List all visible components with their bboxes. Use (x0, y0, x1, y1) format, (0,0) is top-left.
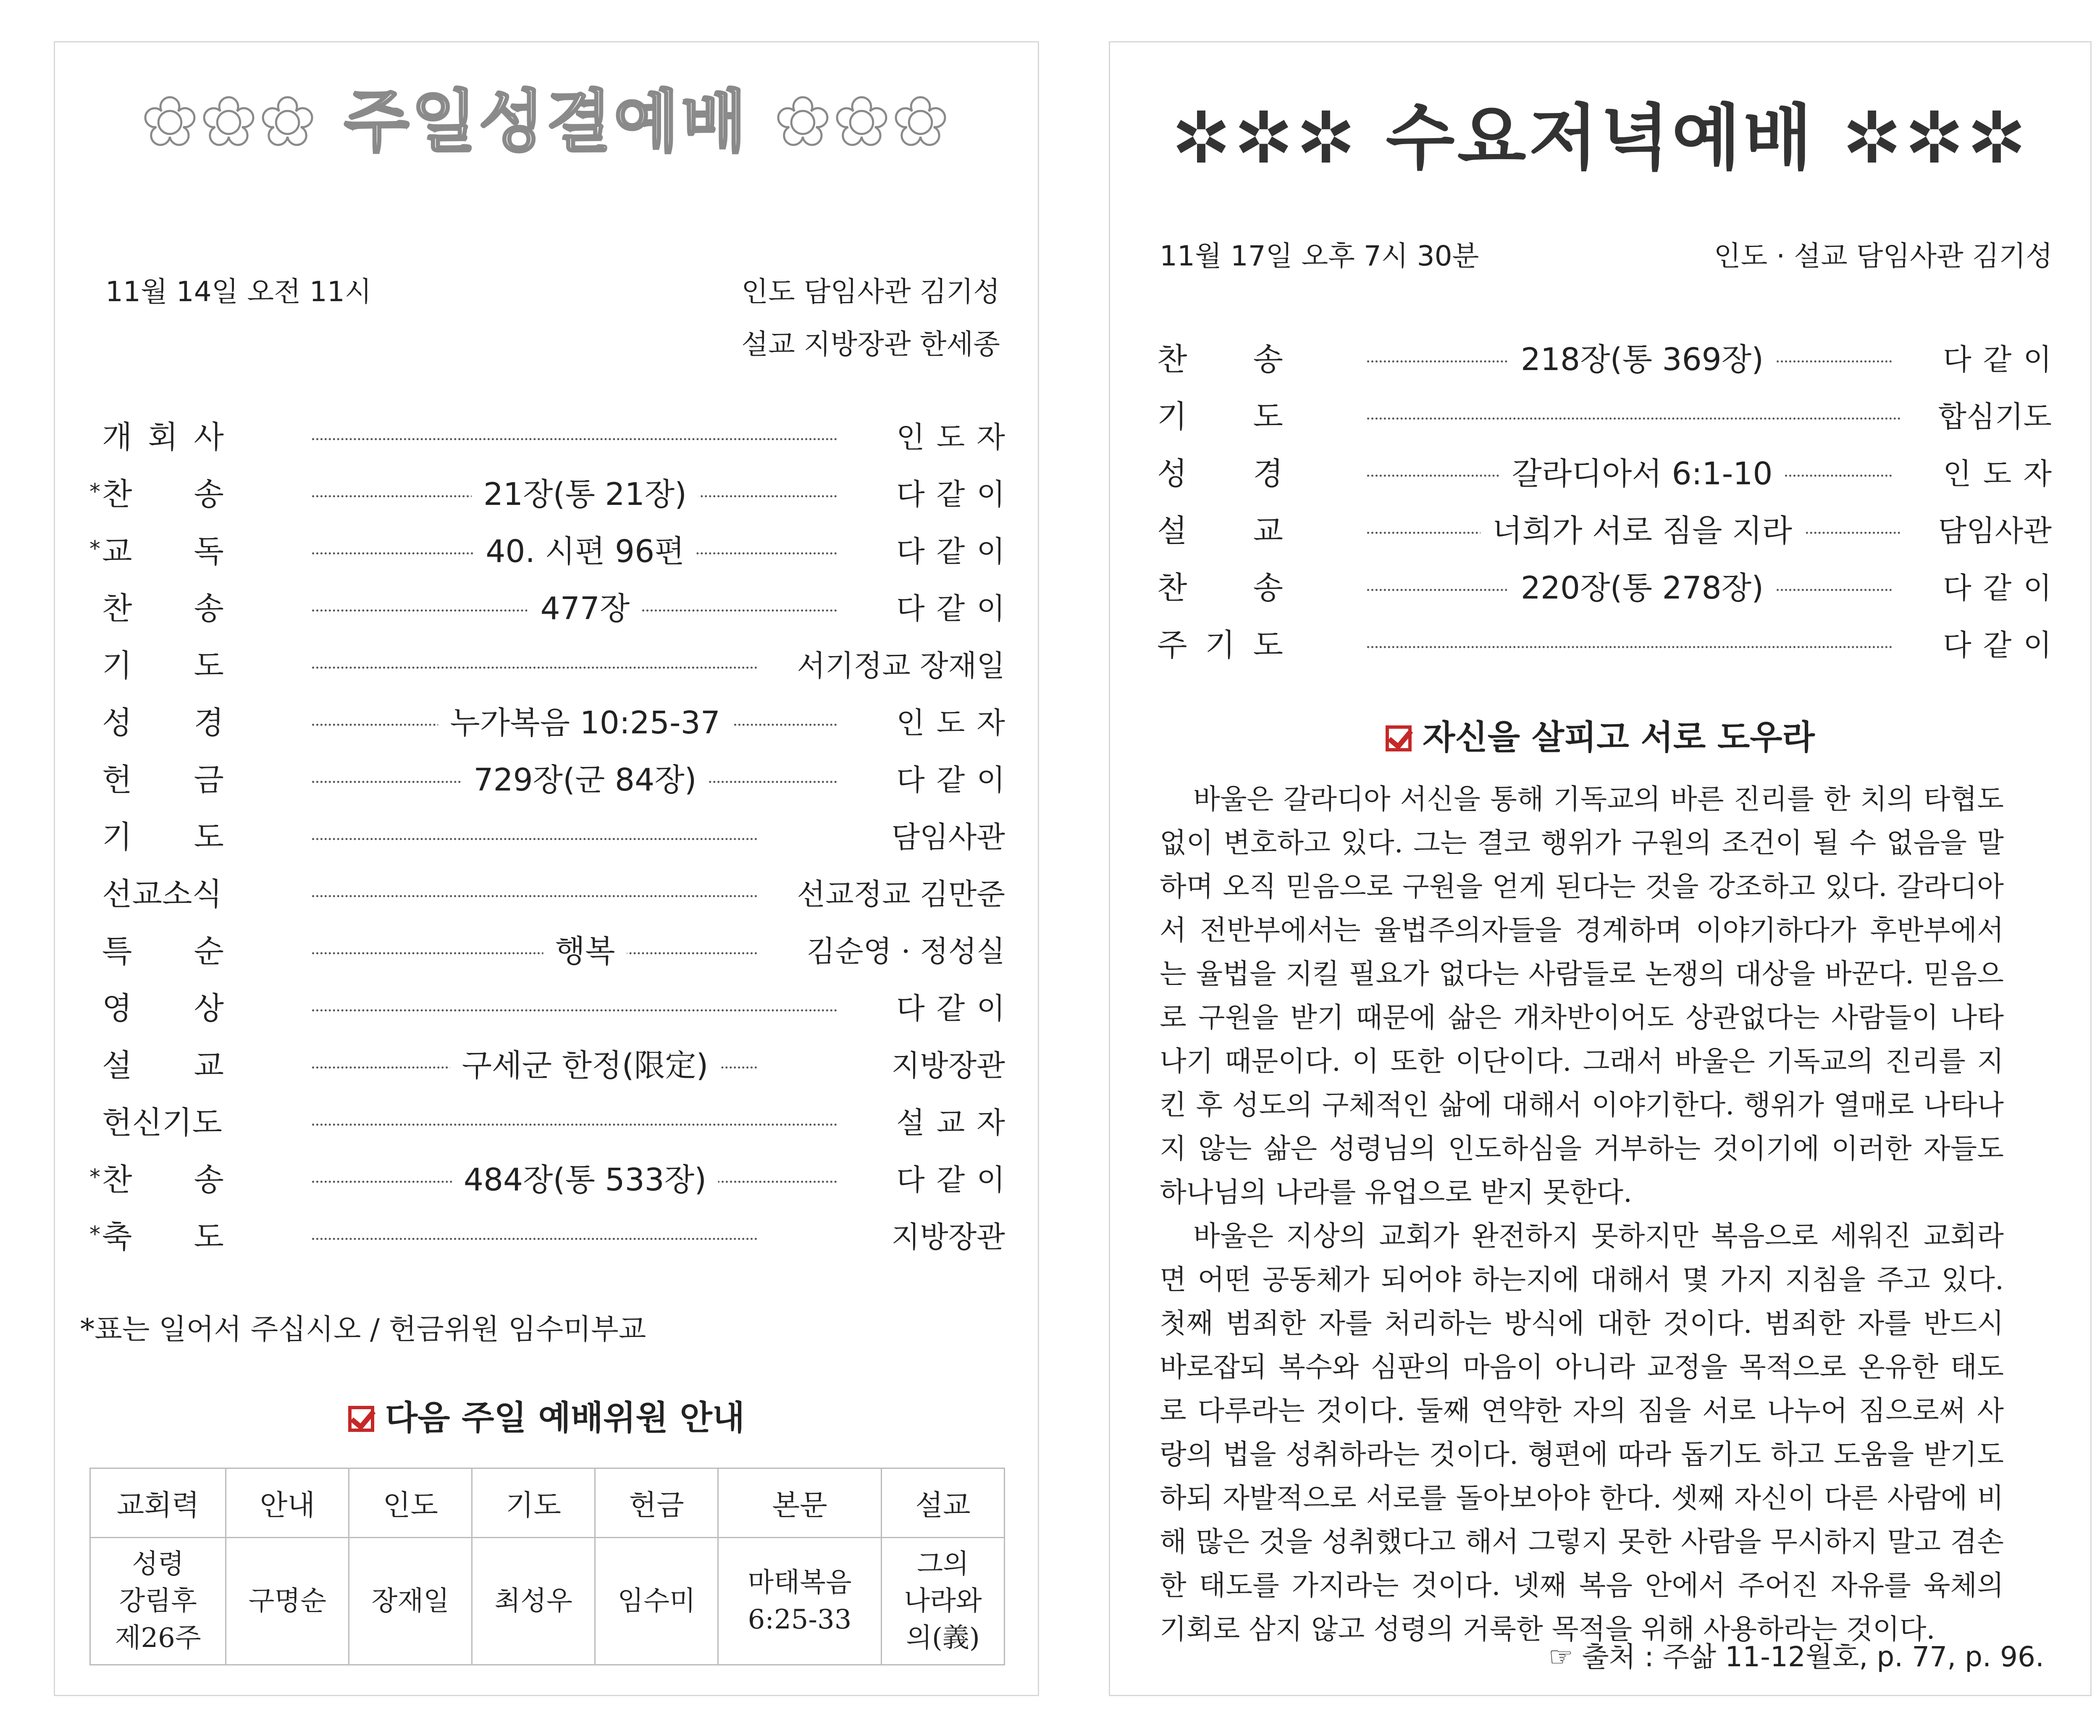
order-row (102, 987, 1017, 1030)
order-performer: 선교정교 김만준 (797, 877, 1005, 911)
order-row (1157, 624, 2063, 666)
order-row (102, 702, 1017, 744)
leader-dots (312, 952, 757, 954)
leader-dots (312, 838, 757, 840)
order-label: 기 도 (1157, 399, 1283, 435)
table-cell: 장재일 (349, 1538, 472, 1665)
order-detail: 갈라디아서 6:1-10 (1500, 453, 1785, 495)
sunday-leader: 인도 담임사관 김기성 (741, 276, 1000, 308)
order-performer: 인도자 (1943, 457, 2063, 491)
order-row (102, 816, 1005, 858)
order-row (89, 531, 1017, 573)
order-label: 특 순 (102, 933, 224, 969)
order-label: 축 도 (102, 1219, 224, 1255)
order-row (1157, 453, 2063, 495)
sermon-body (1160, 777, 2004, 1651)
table-header-row (90, 1468, 1005, 1538)
order-detail: 729장(군 84장) (462, 759, 708, 801)
order-performer: 다같이 (1943, 342, 2063, 377)
order-label: 설 교 (1157, 513, 1283, 549)
order-performer: 담임사관 (1938, 514, 2052, 548)
order-row (1157, 339, 2063, 381)
order-row (89, 1159, 1017, 1201)
order-row (102, 759, 1017, 801)
checkbox-icon (348, 1406, 374, 1432)
order-row (1157, 567, 2063, 609)
order-label: 찬 송 (1157, 341, 1283, 378)
sunday-bulletin-page (54, 41, 1039, 1696)
order-performer: 인도자 (896, 706, 1017, 740)
order-performer: 지방장관 (891, 1220, 1005, 1254)
order-performer: 인도자 (896, 420, 1017, 454)
section-heading (1110, 710, 2090, 759)
order-label: 찬 송 (1157, 570, 1283, 606)
standing-mark: * (89, 479, 100, 504)
order-performer: 다같이 (896, 991, 1017, 1026)
table-cell: 임수미 (595, 1538, 718, 1665)
order-row (1157, 510, 2052, 552)
order-detail: 40. 시편 96편 (474, 531, 696, 573)
order-detail: 477장 (529, 588, 642, 630)
table-header-cell: 교회력 (90, 1468, 226, 1538)
section-heading-text: 자신을 살피고 서로 도우라 (1423, 718, 1815, 757)
order-label: 헌 금 (102, 762, 224, 798)
leader-dots (312, 1124, 837, 1126)
table-header-cell: 안내 (226, 1468, 349, 1538)
order-performer: 다같이 (896, 477, 1017, 512)
order-label: 기 도 (102, 819, 224, 855)
table-cell: 마태복음 6:25-33 (718, 1538, 882, 1665)
order-label: 찬 송 (102, 1162, 224, 1198)
order-performer: 다같이 (1943, 628, 2063, 662)
wednesday-title: ✲✲✲ 수요저녁예배 ✲✲✲ (1171, 97, 2029, 180)
wednesday-bulletin-page (1109, 41, 2092, 1696)
leader-dots (312, 438, 837, 440)
leader-dots (1367, 418, 1900, 420)
order-row (102, 416, 1017, 458)
table-cell: 최성우 (472, 1538, 595, 1665)
order-label: 교 독 (102, 533, 224, 570)
order-label: 헌신기도 (102, 1105, 222, 1141)
order-label: 개 회 사 (102, 419, 224, 455)
order-performer: 다같이 (896, 763, 1017, 797)
order-label: 기 도 (102, 648, 224, 684)
order-performer: 서기정교 장재일 (797, 649, 1005, 683)
sunday-preacher: 설교 지방장관 한세종 (741, 328, 1000, 360)
order-performer: 합심기도 (1938, 399, 2052, 434)
table-header-cell: 헌금 (595, 1468, 718, 1538)
order-row (102, 930, 1005, 972)
order-performer: 다같이 (1943, 571, 2063, 605)
leader-dots (312, 1238, 757, 1240)
order-row (89, 473, 1017, 515)
order-detail: 구세군 한정(限定) (450, 1045, 720, 1087)
table-row (90, 1538, 1005, 1665)
order-detail: 218장(통 369장) (1509, 339, 1775, 381)
order-detail: 21장(통 21장) (472, 473, 698, 515)
leader-dots (312, 1009, 837, 1011)
table-header-cell: 설교 (882, 1468, 1005, 1538)
standing-mark: * (89, 1165, 100, 1190)
wednesday-datetime: 11월 17일 오후 7시 30분 (1160, 240, 1479, 272)
checkbox-icon (1386, 725, 1412, 751)
next-week-table (89, 1468, 1005, 1665)
order-row (102, 645, 1005, 687)
order-row (89, 1216, 1005, 1258)
table-cell: 그의 나라와 의(義) (882, 1538, 1005, 1665)
standing-mark: * (89, 1222, 100, 1247)
leader-dots (1367, 646, 1892, 648)
order-label: 선교소식 (102, 876, 222, 912)
table-header-cell: 기도 (472, 1468, 595, 1538)
order-detail: 누가복음 10:25-37 (438, 702, 732, 744)
order-label: 성 경 (1157, 456, 1283, 492)
table-header-cell: 본문 (718, 1468, 882, 1538)
order-label: 성 경 (102, 705, 224, 741)
wednesday-leader: 인도 · 설교 담임사관 김기성 (1714, 240, 2053, 272)
order-detail: 너희가 서로 짐을 지라 (1480, 510, 1804, 552)
order-label: 영 상 (102, 990, 224, 1027)
order-performer: 다같이 (896, 591, 1017, 626)
order-performer: 다같이 (896, 534, 1017, 569)
order-row (102, 873, 1005, 915)
leader-dots (312, 895, 757, 897)
order-detail: 220장(통 278장) (1509, 567, 1775, 609)
order-row (102, 1045, 1005, 1087)
order-label: 주 기 도 (1157, 627, 1283, 663)
source-citation: ☞ 출처 : 주삶 11-12월호, p. 77, p. 96. (1548, 1641, 2044, 1673)
standing-mark: * (89, 536, 100, 562)
table-header-cell: 인도 (349, 1468, 472, 1538)
paragraph: 바울은 지상의 교회가 완전하지 못하지만 복음으로 세워진 교회라면 어떤 공동체가 되어야 하는지에 대해서 몇 가지 지침을 주고 있다. 첫째 범죄한 자를 처리하는 방식에 대한 것이다. 범죄한 자를 반드시 바로잡되 복수와 심판의 마음이 아니라 교정을 목적으로 온유한 태도로 다루라는 것이다. 둘째 연약한 자의 짐을 서로 나누어 짐으로써 사랑의 법을 성취하라는 것이다. 형편에 따라 돕기도 하고 도움을 받기도 하되 자발적으로 서로를 돌아보아야 한다. 셋째 자신이 다른 사람에 비해 많은 것을 성취했다고 해서 그렇지 못한 사람을 무시하지 말고 겸손한 태도를 가지라는 것이다. 넷째 복음 안에서 주어진 자유를 육체의 기회로 삼지 않고 성령의 거룩한 목적을 위해 사용하라는 것이다. (1160, 1220, 2004, 1645)
table-cell: 구명순 (226, 1538, 349, 1665)
order-detail: 행복 (543, 930, 627, 972)
leader-dots (312, 667, 757, 669)
next-week-heading (55, 1391, 1038, 1439)
order-performer: 다같이 (896, 1163, 1017, 1197)
order-performer: 김순영 · 정성실 (806, 934, 1005, 969)
order-performer: 담임사관 (891, 820, 1005, 854)
paragraph: 바울은 갈라디아 서신을 통해 기독교의 바른 진리를 한 치의 타협도 없이 변호하고 있다. 그는 결코 행위가 구원의 조건이 될 수 없음을 말하며 오직 믿음으로 구원을 얻게 된다는 것을 강조하고 있다. 갈라디아서 전반부에서는 율법주의자들을 경계하며 이야기하다가 후반부에서는 율법을 지킬 필요가 없다는 사람들로 논쟁의 대상을 바꾼다. 믿음으로 구원을 받기 때문에 삶은 개차반이어도 상관없다는 사람들이 나타나기 때문이다. 이 또한 이단이다. 그래서 바울은 기독교의 진리를 지킨 후 성도의 구체적인 삶에 대해서 이야기한다. 행위가 열매로 나타나지 않는 삶은 성령님의 인도하심을 거부하는 것이기에 이러한 자들도 하나님의 나라를 유업으로 받지 못한다. (1160, 783, 2004, 1208)
order-label: 찬 송 (102, 591, 224, 627)
order-row (102, 588, 1017, 630)
order-performer: 설교자 (896, 1106, 1017, 1140)
sunday-datetime: 11월 14일 오전 11시 (105, 276, 372, 308)
sunday-title: ✿✿✿ 주일성결예배 ✿✿✿ (142, 82, 951, 161)
order-label: 설 교 (102, 1048, 224, 1084)
order-performer: 지방장관 (891, 1048, 1005, 1083)
table-cell: 성령 강림후 제26주 (90, 1538, 226, 1665)
order-detail: 484장(통 533장) (452, 1159, 718, 1201)
standing-note: *표는 일어서 주십시오 / 헌금위원 임수미부교 (80, 1313, 646, 1346)
order-row (102, 1102, 1017, 1144)
next-week-heading-text: 다음 주일 예배위원 안내 (385, 1398, 745, 1437)
order-label: 찬 송 (102, 476, 224, 512)
order-row (1157, 396, 2052, 438)
